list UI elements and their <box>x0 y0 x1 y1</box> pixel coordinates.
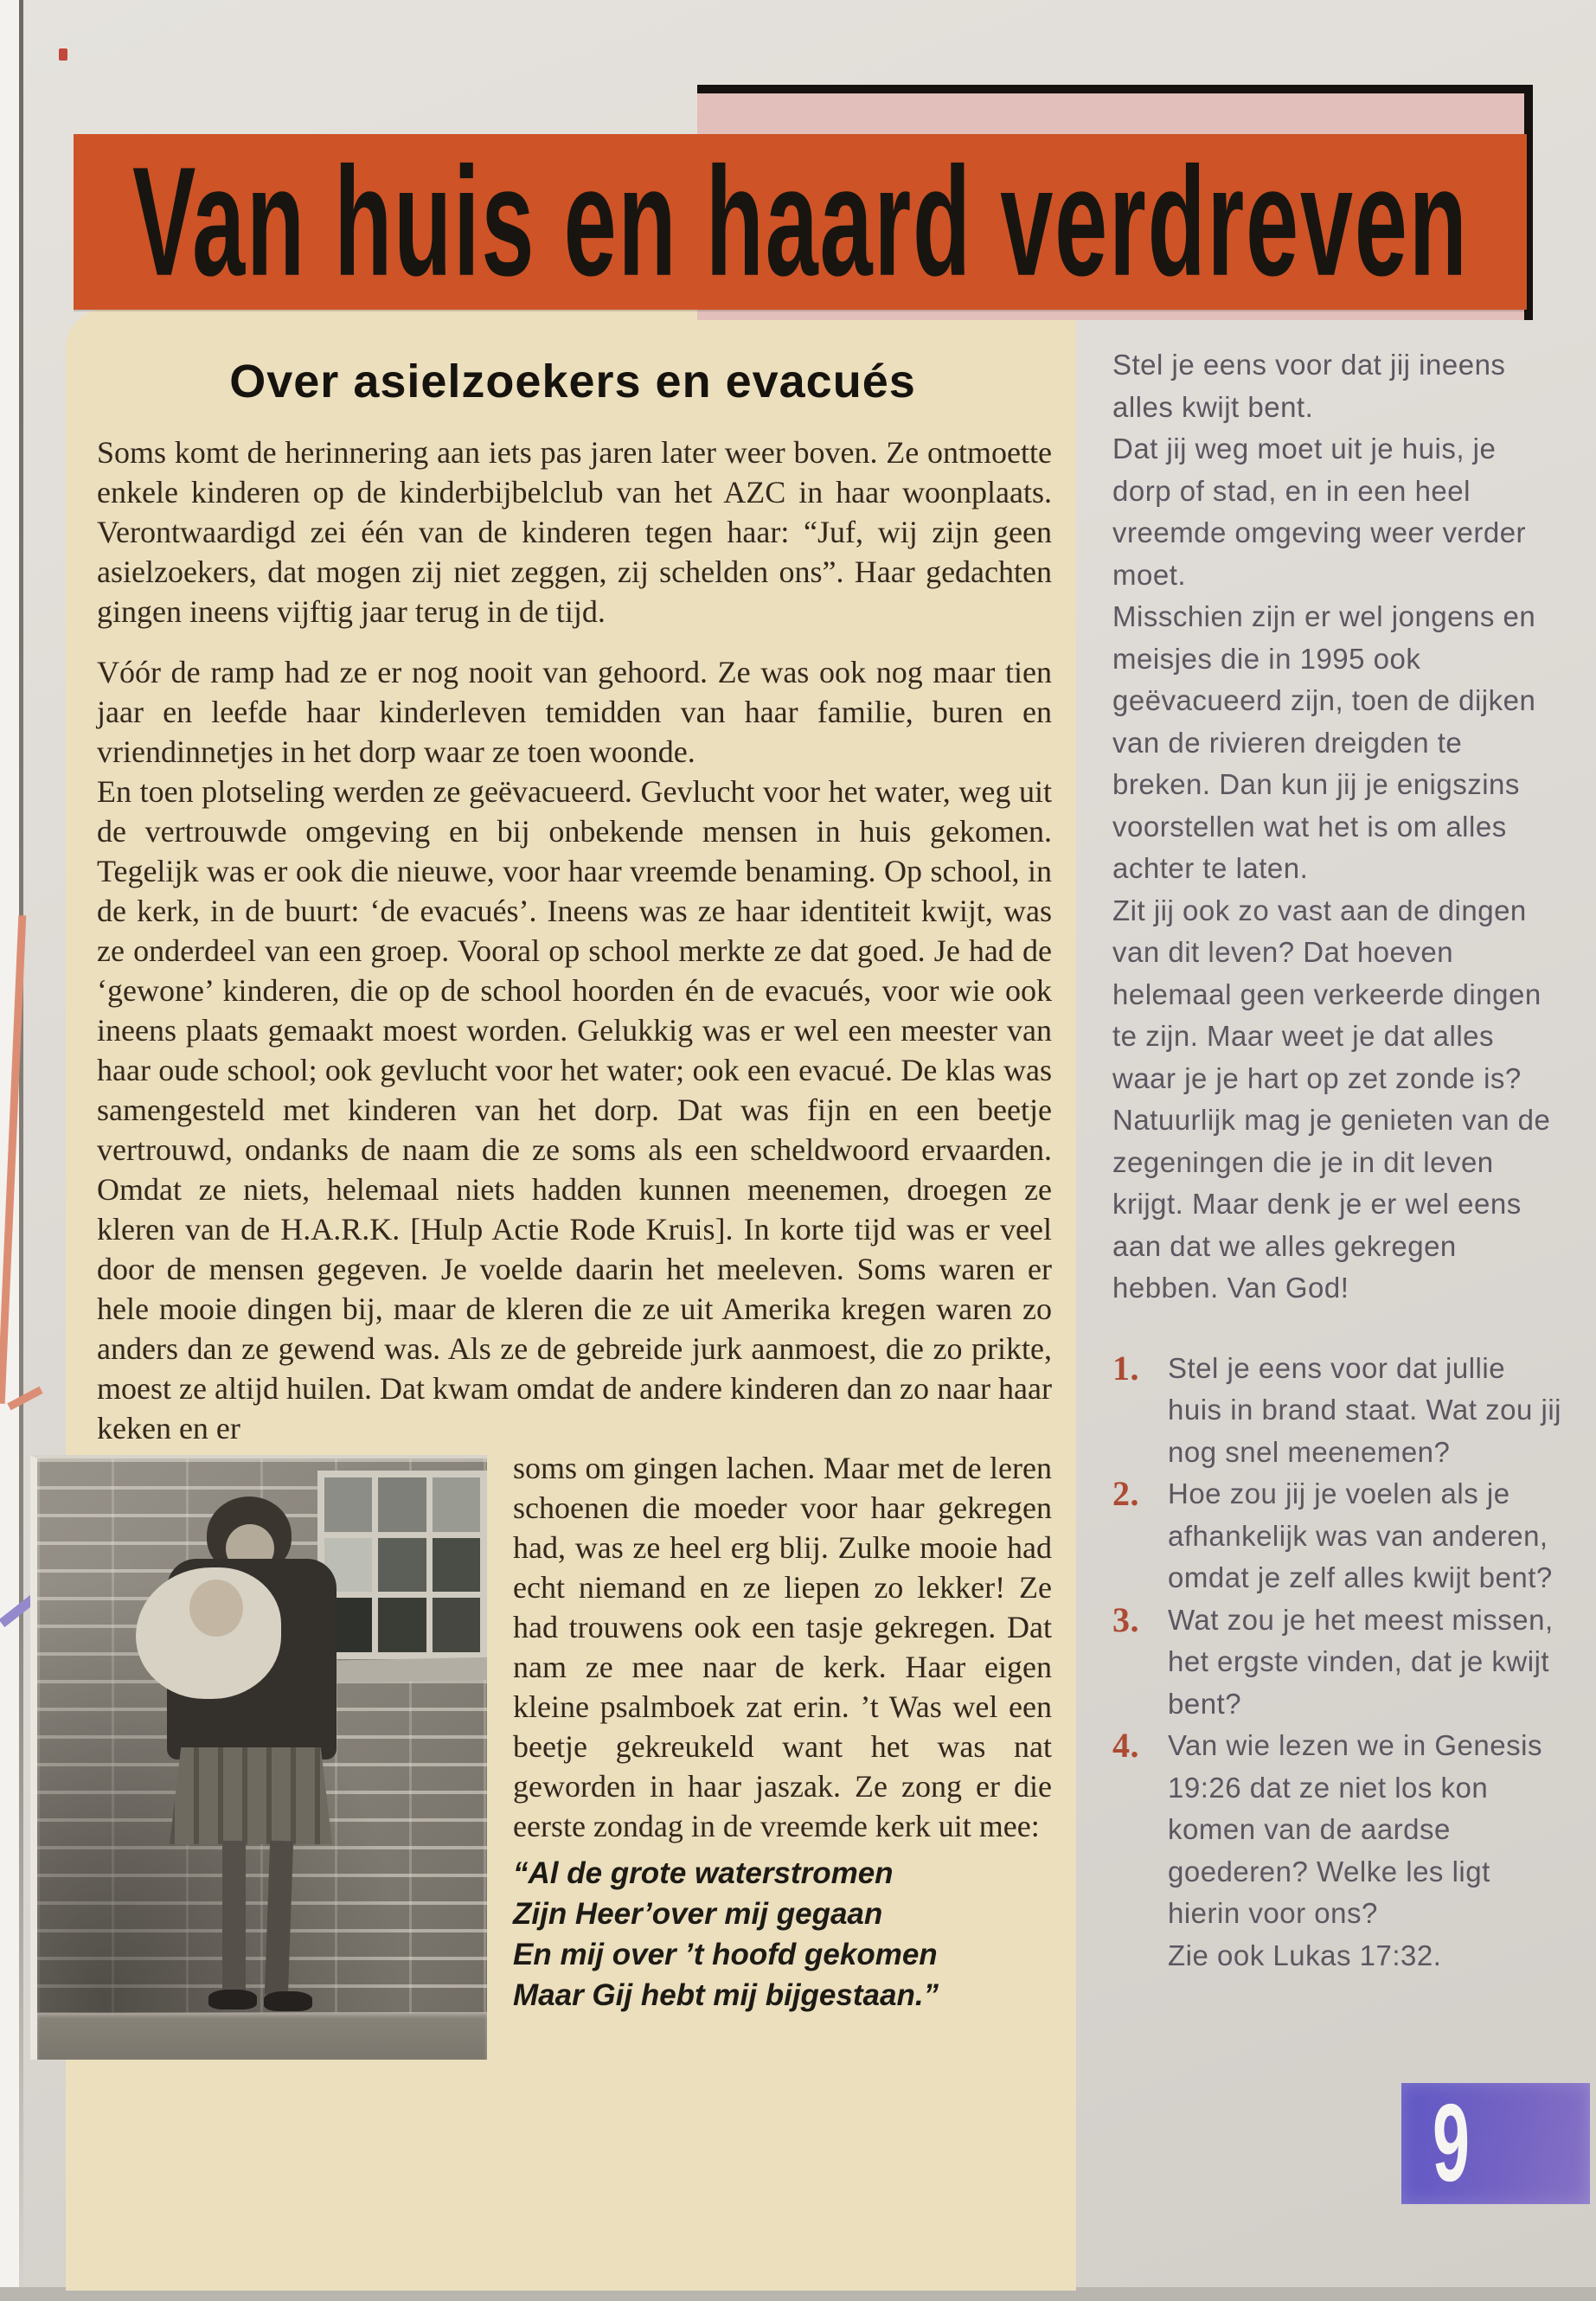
photo-girl-shoe <box>208 1990 257 2009</box>
question-item-3 <box>1112 1599 1562 1726</box>
sidebar-paragraph: Zit jij ook zo vast aan de dingen van dit leven? Dat hoeven helemaal geen verkeerde dingen te zijn. Maar weet je dat alles waar je je hart op zet zonde is? <box>1112 894 1542 1094</box>
article-body <box>97 433 1052 2067</box>
photo-doll-face <box>189 1580 243 1637</box>
question-text <box>1168 1725 1562 1977</box>
photo-girl-shoe <box>264 1991 312 2011</box>
psalm-quote-line: Maar Gij hebt mij bijgestaan.” <box>513 1978 939 2012</box>
page-left-edge-shadow <box>19 0 23 2301</box>
psalm-quote-line: Zijn Heer’over mij gegaan <box>513 1897 883 1931</box>
page-number: 9 <box>1433 2082 1470 2205</box>
photo-girl-leg <box>222 1841 246 1995</box>
sidebar-paragraph: Natuurlijk mag je genieten van de zegeningen die je in dit leven krijgt. Maar denk je er wel eens aan dat we alles gekregen hebben. Van God! <box>1112 1104 1551 1304</box>
page-number-box <box>1401 2083 1590 2204</box>
article-paragraph-1: Soms komt de herinnering aan iets pas jaren later weer boven. Ze ontmoette enkele kinderen op de kinderbijbelclub van het AZC in haar woonplaats. Verontwaardigd zei één van de kinderen tegen haar: “Juf, wij zijn geen asielzoekers, dat mogen zij niet zeggen, zij schelden ons”. Haar gedachten gingen ineens vijftig jaar terug in de tijd. <box>97 435 1052 629</box>
question-text-main: Van wie lezen we in Genesis 19:26 dat ze niet los kon komen van de aardse goederen? Welke les ligt hierin voor ons? <box>1168 1729 1542 1929</box>
question-text: Stel je eens voor dat jullie huis in brand staat. Wat zou jij nog snel meenemen? <box>1168 1351 1561 1468</box>
photo-ground <box>37 2013 487 2060</box>
girl-with-doll-photo <box>30 1455 487 2060</box>
question-item-1 <box>1112 1348 1562 1474</box>
question-text: Hoe zou jij je voelen als je afhankelijk was van anderen, omdat je zelf alles kwijt bent? <box>1168 1477 1553 1593</box>
article-paragraph-3: En toen plotseling werden ze geëvacueerd. Gevlucht voor het water, weg uit de vertrouwde omgeving en bij onbekende mensen in huis gekomen. Tegelijk was er ook die nieuwe, voor haar vreemde benaming. Op school, in de kerk, in de buurt: ‘de evacués’. Ineens was ze haar identiteit kwijt, was ze onderdeel van een groep. Vooral op school merkte ze dat goed. Je had de ‘gewone’ kinderen, die op de school hoorden én de evacués, voor wie ook ineens plaats gemaakt moest worden. Gelukkig was er wel een meester van haar oude school; ook gevlucht voor het water; ook een evacué. De klas was samengesteld met kinderen van het dorp. Dat was fijn en een beetje vertrouwd, ondanks de naam die ze soms als een scheldwoord ervaarden. Omdat ze niets, helemaal niets hadden kunnen meenemen, droegen ze kleren van de H.A.R.K. [Hulp Actie Rode Kruis]. In korte tijd was er veel door de mensen gegeven. Je voelde daarin het meeleven. Soms waren er hele mooie dingen bij, maar de kleren die ze uit Amerika kregen waren zo anders dan ze gewend was. Als ze de gebreide jurk aanmoest, die zo prikte, moest ze altijd huilen. Dat kwam omdat de andere kinderen dan zo naar haar keken en er <box>97 774 1052 1445</box>
sidebar-paragraph: Misschien zijn er wel jongens en meisjes die in 1995 ook geëvacueerd zijn, toen de dijken van de rivieren dreigden te breken. Dan kun jij je enigszins voorstellen wat het is om alles achter te laten. <box>1112 600 1536 884</box>
page-title: Van huis en haard verdreven <box>131 135 1469 309</box>
question-number: 1. <box>1112 1348 1139 1388</box>
psalm-quote-line: En mij over ’t hoofd gekomen <box>513 1938 938 1971</box>
article-paragraph-2: Vóór de ramp had ze er nog nooit van gehoord. Ze was ook nog maar tien jaar en leefde haar kinderleven temidden van haar familie, buren en vriendinnetjes in het dorp waar ze toen woonde. <box>97 655 1052 769</box>
question-item-2 <box>1112 1473 1562 1599</box>
sidebar-paragraph: Dat jij weg moet uit je huis, je dorp of stad, en in een heel vreemde omgeving weer verder moet. <box>1112 433 1527 591</box>
title-banner <box>74 134 1527 310</box>
article-paragraph-4: soms om gingen lachen. Maar met de leren schoenen die moeder voor haar gekregen had, was ze heel erg blij. Zulke mooie had echt niemand en ze liepen zo lekker! Ze had trouwens ook een tasje gekregen. Dat nam ze mee naar de kerk. Haar eigen kleine psalmboek zat erin. ’t Was wel een beetje gekreukeld want het was nat geworden in haar jaszak. Ze zong er die eerste zondag in de vreemde kerk uit mee: <box>513 1451 1052 1843</box>
sidebar-paragraph: Stel je eens voor dat jij ineens alles kwijt bent. <box>1112 349 1506 423</box>
question-number: 2. <box>1112 1474 1139 1513</box>
questions-list <box>1112 1348 1562 1977</box>
article-heading: Over asielzoekers en evacués <box>229 356 916 407</box>
question-number: 3. <box>1112 1599 1139 1639</box>
red-speck-mark <box>59 48 67 61</box>
sidebar-column <box>1112 344 1562 1977</box>
photo-girl-skirt <box>170 1747 332 1844</box>
question-note: Zie ook Lukas 17:32. <box>1168 1939 1442 1971</box>
question-item-4 <box>1112 1725 1562 1977</box>
psalm-quote-line: “Al de grote waterstromen <box>513 1856 894 1890</box>
question-text: Wat zou je het meest missen, het ergste vinden, dat je kwijt bent? <box>1168 1603 1554 1720</box>
question-number: 4. <box>1112 1726 1139 1765</box>
photo-window <box>317 1471 487 1659</box>
photo-girl-leg <box>265 1841 293 1996</box>
